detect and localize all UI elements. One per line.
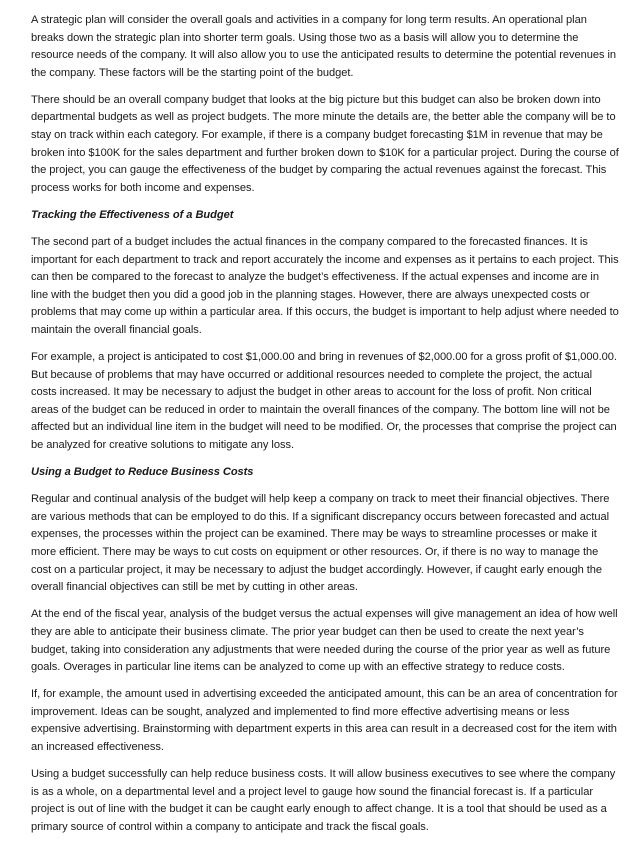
paragraph-project-example: For example, a project is anticipated to cost $1,000.00 and bring in revenues of $2,000.00 for a gross profit of $1,000.00. But because of problems that may have occurred or additional resources needed to complete the project, the actual costs increased. It may be necessary to adjust the budget in other areas to account for the loss of profit. Non critical areas of the budget can be reduced in order to maintain the overall finances of the company. The bottom line will not be affected but an individual line item in the budget will need to be modified. Or, the processes that comprise the project can be analyzed for creative solutions to mitigate any loss. [31,351,617,452]
document-page [31,12,619,846]
paragraph-fiscal-year: At the end of the fiscal year, analysis of the budget versus the actual expenses will give management an idea of how well they are able to anticipate their business climate. The prior year budget can then be used to create the next year’s budget, taking into consideration any adjustments that were needed during the course of the prior year as well as future goals. Overages in particular line items can be analyzed to come up with an effective strategy to reduce costs. [31,608,618,674]
paragraph-second-part: The second part of a budget includes the actual finances in the company compared to the forecasted finances. It is important for each department to track and report accurately the income and expenses as it pertains to each project. This can then be compared to the forecast to analyze the budget’s effectiveness. If the actual expenses and income are in line with the budget then you did a good job in the planning stages. However, there are always unexpected costs or problems that may come up within a particular area. If this occurs, the budget is important to help adjust where needed to maintain the overall financial goals. [31,236,619,336]
paragraph-regular-analysis: Regular and continual analysis of the budget will help keep a company on track to meet their financial objectives. There are various methods that can be employed to do this. If a significant discrepancy occurs between forecasted and actual expenses, the processes within the project can be examined. There may be ways to streamline processes or make it more efficient. There may be ways to cut costs on equipment or other resources. Or, if there is no way to manage the cost on a particular project, it may be necessary to adjust the budget accordingly. However, if caught early enough the overall financial objectives can still be met by cutting in other areas. [31,493,610,594]
paragraph-overall-budget: There should be an overall company budget that looks at the big picture but this budget can also be broken down into departmental budgets as well as project budgets. The more minute the details are, the better able the company will be to stay on track within each category. For example, if there is a company budget forecasting $1M in revenue that may be broken into $100K for the sales department and further broken down to $10K for a particular project. During the course of the project, you can gauge the effectiveness of the budget by comparing the actual revenues against the forecast. This process works for both income and expenses. [31,93,619,194]
paragraph-conclusion: Using a budget successfully can help reduce business costs. It will allow business executives to see where the company is as a whole, on a departmental level and a project level to gauge how sound the financial forecast is. If a particular project is out of line with the budget it can be caught early enough to affect change. It is a tool that should be used as a primary source of control within a company to anticipate and track the fiscal goals. [31,768,616,833]
paragraph-strategic-plan: A strategic plan will consider the overall goals and activities in a company for long term results. An operational plan breaks down the strategic plan into shorter term goals. Using those two as a basis will allow you to determine the resource needs of the company. It will also allow you to use the anticipated results to determine the potential revenues in the company. These factors will be the starting point of the budget. [31,14,617,79]
paragraph-advertising-example: If, for example, the amount used in advertising exceeded the anticipated amount, this can be an area of concentration for improvement. Ideas can be sought, analyzed and implemented to find more effective advertising means or less expensive advertising. Brainstorming with department experts in this area can result in a decreased cost for the item with an increased effectiveness. [31,688,618,753]
section-heading-tracking-effectiveness: Tracking the Effectiveness of a Budget [31,208,234,221]
section-heading-reduce-costs: Using a Budget to Reduce Business Costs [31,466,254,479]
